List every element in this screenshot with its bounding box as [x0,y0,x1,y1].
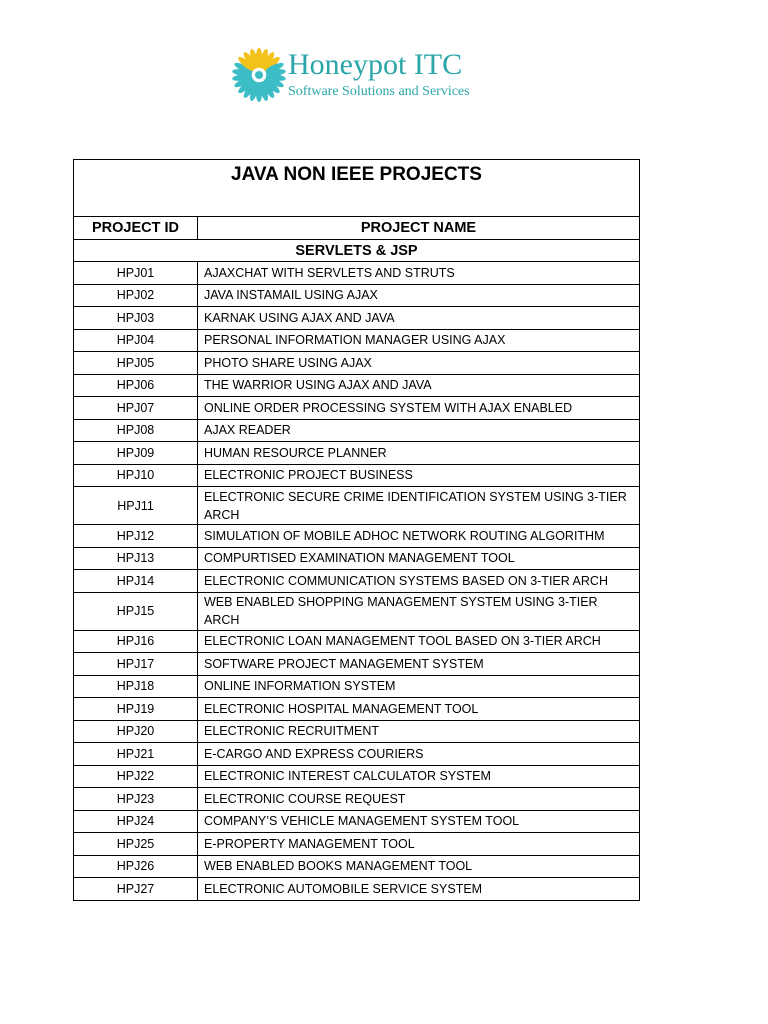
project-name-cell: E-PROPERTY MANAGEMENT TOOL [198,833,640,856]
project-name-cell: JAVA INSTAMAIL USING AJAX [198,284,640,307]
project-id-cell: HPJ25 [74,833,198,856]
project-id-cell: HPJ10 [74,464,198,487]
project-name-cell: ELECTRONIC COURSE REQUEST [198,788,640,811]
brand-tagline: Software Solutions and Services [288,84,470,99]
project-name-cell: ELECTRONIC RECRUITMENT [198,720,640,743]
title-row [74,160,640,217]
flower-logo-icon [232,44,288,106]
project-id-cell: HPJ08 [74,419,198,442]
project-id-cell: HPJ19 [74,698,198,721]
section-row [74,240,640,262]
table-row [74,765,640,788]
project-id-cell: HPJ17 [74,653,198,676]
project-id-cell: HPJ09 [74,442,198,465]
project-id-cell: HPJ03 [74,307,198,330]
company-logo [232,44,502,106]
table-row [74,419,640,442]
project-name-cell: COMPANY’S VEHICLE MANAGEMENT SYSTEM TOOL [198,810,640,833]
project-id-cell: HPJ27 [74,878,198,901]
project-id-cell: HPJ07 [74,397,198,420]
project-id-cell: HPJ13 [74,547,198,570]
projects-table [73,159,640,901]
project-name-cell: PHOTO SHARE USING AJAX [198,352,640,375]
table-row [74,592,640,630]
project-id-cell: HPJ22 [74,765,198,788]
table-row [74,262,640,285]
table-row [74,284,640,307]
project-name-cell: SOFTWARE PROJECT MANAGEMENT SYSTEM [198,653,640,676]
table-row [74,810,640,833]
project-name-cell: ELECTRONIC COMMUNICATION SYSTEMS BASED ON 3-TIER ARCH [198,570,640,593]
project-id-cell: HPJ23 [74,788,198,811]
table-row [74,630,640,653]
project-name-cell: ELECTRONIC PROJECT BUSINESS [198,464,640,487]
table-row [74,525,640,548]
table-row [74,307,640,330]
project-name-cell: ELECTRONIC HOSPITAL MANAGEMENT TOOL [198,698,640,721]
project-id-cell: HPJ20 [74,720,198,743]
table-row [74,397,640,420]
project-name-cell: E-CARGO AND EXPRESS COURIERS [198,743,640,766]
project-id-cell: HPJ04 [74,329,198,352]
table-row [74,464,640,487]
project-name-cell: ONLINE INFORMATION SYSTEM [198,675,640,698]
table-row [74,788,640,811]
project-name-cell: WEB ENABLED SHOPPING MANAGEMENT SYSTEM USING 3-TIER ARCH [198,592,640,630]
project-name-cell: THE WARRIOR USING AJAX AND JAVA [198,374,640,397]
project-id-cell: HPJ26 [74,855,198,878]
header-row [74,217,640,240]
table-row [74,329,640,352]
table-row [74,743,640,766]
project-id-cell: HPJ06 [74,374,198,397]
table-row [74,570,640,593]
project-id-cell: HPJ02 [74,284,198,307]
table-row [74,653,640,676]
project-name-cell: AJAX READER [198,419,640,442]
project-name-cell: ONLINE ORDER PROCESSING SYSTEM WITH AJAX ENABLED [198,397,640,420]
project-name-cell: KARNAK USING AJAX AND JAVA [198,307,640,330]
table-row [74,352,640,375]
brand-name: Honeypot ITC [288,48,463,81]
column-header-id: PROJECT ID [74,217,198,240]
project-name-cell: ELECTRONIC INTEREST CALCULATOR SYSTEM [198,765,640,788]
project-name-cell: AJAXCHAT WITH SERVLETS AND STRUTS [198,262,640,285]
section-heading: SERVLETS & JSP [74,240,640,262]
table-row [74,675,640,698]
project-name-cell: WEB ENABLED BOOKS MANAGEMENT TOOL [198,855,640,878]
project-name-cell: SIMULATION OF MOBILE ADHOC NETWORK ROUTING ALGORITHM [198,525,640,548]
column-header-name: PROJECT NAME [198,217,640,240]
table-row [74,698,640,721]
table-row [74,720,640,743]
project-name-cell: ELECTRONIC SECURE CRIME IDENTIFICATION SYSTEM USING 3-TIER ARCH [198,487,640,525]
table-row [74,833,640,856]
project-id-cell: HPJ21 [74,743,198,766]
project-name-cell: ELECTRONIC AUTOMOBILE SERVICE SYSTEM [198,878,640,901]
project-id-cell: HPJ01 [74,262,198,285]
table-title: JAVA NON IEEE PROJECTS [74,160,640,217]
table-row [74,855,640,878]
project-id-cell: HPJ15 [74,592,198,630]
project-name-cell: ELECTRONIC LOAN MANAGEMENT TOOL BASED ON 3-TIER ARCH [198,630,640,653]
project-name-cell: HUMAN RESOURCE PLANNER [198,442,640,465]
project-name-cell: COMPURTISED EXAMINATION MANAGEMENT TOOL [198,547,640,570]
project-id-cell: HPJ12 [74,525,198,548]
table-row [74,547,640,570]
table-row [74,878,640,901]
project-id-cell: HPJ18 [74,675,198,698]
table-row [74,487,640,525]
project-id-cell: HPJ11 [74,487,198,525]
project-id-cell: HPJ05 [74,352,198,375]
project-id-cell: HPJ14 [74,570,198,593]
table-row [74,374,640,397]
project-id-cell: HPJ24 [74,810,198,833]
project-id-cell: HPJ16 [74,630,198,653]
table-row [74,442,640,465]
project-name-cell: PERSONAL INFORMATION MANAGER USING AJAX [198,329,640,352]
